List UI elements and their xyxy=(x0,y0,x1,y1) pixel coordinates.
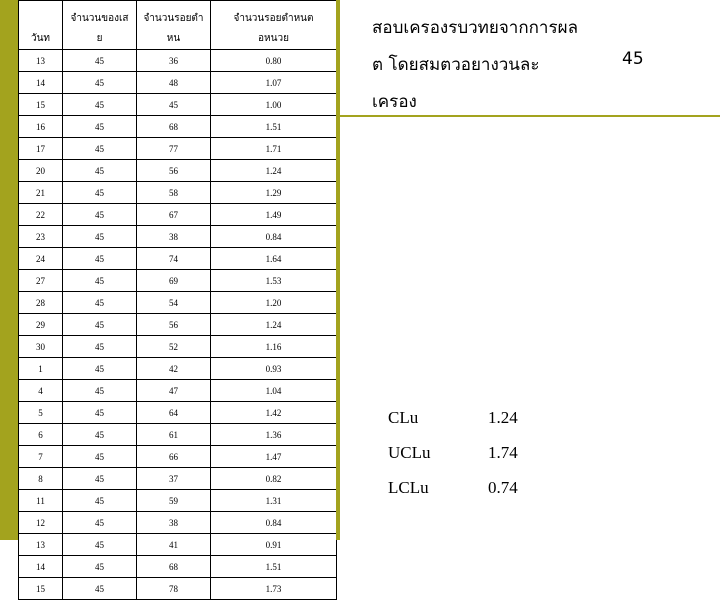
table-cell: 45 xyxy=(137,94,211,116)
header-defectives: จำนวนของเส ย xyxy=(63,1,137,50)
description-text xyxy=(372,10,662,121)
table-cell: 16 xyxy=(19,116,63,138)
table-cell: 27 xyxy=(19,270,63,292)
table-row xyxy=(19,556,337,578)
table-row xyxy=(19,534,337,556)
table-cell: 1.04 xyxy=(211,380,337,402)
table-cell: 45 xyxy=(63,204,137,226)
header-defects: จำนวนรอยตำ หน xyxy=(137,1,211,50)
table-row xyxy=(19,468,337,490)
limit-row-upper xyxy=(388,435,588,470)
table-cell: 45 xyxy=(63,94,137,116)
table-cell: 1.31 xyxy=(211,490,337,512)
table-row xyxy=(19,380,337,402)
table-body xyxy=(19,50,337,600)
description-line-2: ต โดยสมตวอยางวนละ xyxy=(372,55,540,75)
table-cell: 66 xyxy=(137,446,211,468)
table-cell: 21 xyxy=(19,182,63,204)
table-cell: 45 xyxy=(63,182,137,204)
table-cell: 23 xyxy=(19,226,63,248)
table-cell: 0.84 xyxy=(211,226,337,248)
table-cell: 1.24 xyxy=(211,160,337,182)
table-cell: 1.29 xyxy=(211,182,337,204)
table-cell: 0.82 xyxy=(211,468,337,490)
table-cell: 5 xyxy=(19,402,63,424)
table-cell: 1.16 xyxy=(211,336,337,358)
table-cell: 45 xyxy=(63,490,137,512)
table-cell: 45 xyxy=(63,468,137,490)
table-cell: 45 xyxy=(63,578,137,600)
table-cell: 45 xyxy=(63,270,137,292)
table-cell: 1.24 xyxy=(211,314,337,336)
table-cell: 13 xyxy=(19,534,63,556)
table-row xyxy=(19,446,337,468)
table-row xyxy=(19,424,337,446)
table-cell: 45 xyxy=(63,556,137,578)
table-row xyxy=(19,182,337,204)
table-cell: 13 xyxy=(19,50,63,72)
table-cell: 45 xyxy=(63,160,137,182)
table-cell: 4 xyxy=(19,380,63,402)
table-cell: 45 xyxy=(63,424,137,446)
table-header-row xyxy=(19,1,337,50)
table-cell: 36 xyxy=(137,50,211,72)
table-cell: 45 xyxy=(63,138,137,160)
table-cell: 45 xyxy=(63,534,137,556)
table-cell: 45 xyxy=(63,512,137,534)
table-cell: 24 xyxy=(19,248,63,270)
table-cell: 1.64 xyxy=(211,248,337,270)
table-cell: 0.91 xyxy=(211,534,337,556)
table-row xyxy=(19,270,337,292)
limit-value: 1.24 xyxy=(488,407,518,427)
table-row xyxy=(19,336,337,358)
table-cell: 38 xyxy=(137,226,211,248)
table-cell: 77 xyxy=(137,138,211,160)
table-cell: 56 xyxy=(137,314,211,336)
limit-label: LCLu xyxy=(388,477,429,497)
table-cell: 8 xyxy=(19,468,63,490)
table-cell: 61 xyxy=(137,424,211,446)
table-cell: 0.93 xyxy=(211,358,337,380)
table-cell: 67 xyxy=(137,204,211,226)
table-row xyxy=(19,50,337,72)
table-cell: 1.71 xyxy=(211,138,337,160)
table-cell: 45 xyxy=(63,314,137,336)
description-line-1: สอบเครองรบวทยจากการผล xyxy=(372,18,578,38)
table-cell: 45 xyxy=(63,292,137,314)
table-cell: 1.51 xyxy=(211,556,337,578)
table-row xyxy=(19,292,337,314)
table-cell: 48 xyxy=(137,72,211,94)
table-cell: 1.00 xyxy=(211,94,337,116)
table-cell: 56 xyxy=(137,160,211,182)
table-row xyxy=(19,402,337,424)
table-row xyxy=(19,248,337,270)
table-cell: 41 xyxy=(137,534,211,556)
table-cell: 1.49 xyxy=(211,204,337,226)
table-cell: 0.84 xyxy=(211,512,337,534)
control-limits xyxy=(388,400,588,505)
table-cell: 45 xyxy=(63,72,137,94)
header-day: วันท xyxy=(19,1,63,50)
table-cell: 20 xyxy=(19,160,63,182)
table-cell: 45 xyxy=(63,380,137,402)
table-cell: 1.73 xyxy=(211,578,337,600)
table-cell: 45 xyxy=(63,358,137,380)
limit-label: CLu xyxy=(388,407,419,427)
table-cell: 59 xyxy=(137,490,211,512)
table-cell: 1.51 xyxy=(211,116,337,138)
limit-label: UCLu xyxy=(388,442,431,462)
table-row xyxy=(19,226,337,248)
sample-count: 45 xyxy=(622,49,644,69)
table-row xyxy=(19,116,337,138)
table-cell: 11 xyxy=(19,490,63,512)
center-accent-bar xyxy=(336,0,340,540)
table-cell: 1.53 xyxy=(211,270,337,292)
table-cell: 1.07 xyxy=(211,72,337,94)
header-defects-per-unit: จำนวนรอยตำหนต อหนวย xyxy=(211,1,337,50)
table-cell: 1.47 xyxy=(211,446,337,468)
table-row xyxy=(19,512,337,534)
table-cell: 54 xyxy=(137,292,211,314)
table-cell: 14 xyxy=(19,556,63,578)
table-cell: 78 xyxy=(137,578,211,600)
table-row xyxy=(19,72,337,94)
table-cell: 6 xyxy=(19,424,63,446)
table-cell: 68 xyxy=(137,556,211,578)
table-row xyxy=(19,204,337,226)
table-cell: 1.20 xyxy=(211,292,337,314)
table-cell: 64 xyxy=(137,402,211,424)
table-cell: 0.80 xyxy=(211,50,337,72)
table-cell: 38 xyxy=(137,512,211,534)
table-cell: 68 xyxy=(137,116,211,138)
table-cell: 45 xyxy=(63,336,137,358)
table-cell: 30 xyxy=(19,336,63,358)
defects-table xyxy=(18,0,337,600)
table-cell: 1.36 xyxy=(211,424,337,446)
table-cell: 22 xyxy=(19,204,63,226)
table-cell: 45 xyxy=(63,116,137,138)
table-cell: 15 xyxy=(19,578,63,600)
table-row xyxy=(19,358,337,380)
table-cell: 45 xyxy=(63,248,137,270)
table-cell: 45 xyxy=(63,226,137,248)
table-cell: 1 xyxy=(19,358,63,380)
limit-value: 0.74 xyxy=(488,477,518,497)
table-cell: 42 xyxy=(137,358,211,380)
left-accent-bar xyxy=(0,0,18,540)
table-cell: 14 xyxy=(19,72,63,94)
description-line-3: เครอง xyxy=(372,92,417,112)
table-row xyxy=(19,490,337,512)
table-cell: 7 xyxy=(19,446,63,468)
table-cell: 45 xyxy=(63,446,137,468)
table-row xyxy=(19,160,337,182)
table-cell: 29 xyxy=(19,314,63,336)
table-cell: 52 xyxy=(137,336,211,358)
table-cell: 15 xyxy=(19,94,63,116)
table-row xyxy=(19,578,337,600)
limit-value: 1.74 xyxy=(488,442,518,462)
table-cell: 17 xyxy=(19,138,63,160)
table-cell: 58 xyxy=(137,182,211,204)
table-cell: 47 xyxy=(137,380,211,402)
table-cell: 12 xyxy=(19,512,63,534)
table-row xyxy=(19,314,337,336)
limit-row-center xyxy=(388,400,588,435)
table-cell: 1.42 xyxy=(211,402,337,424)
table-cell: 74 xyxy=(137,248,211,270)
table-row xyxy=(19,94,337,116)
table-cell: 45 xyxy=(63,50,137,72)
table-row xyxy=(19,138,337,160)
table-cell: 69 xyxy=(137,270,211,292)
table-cell: 28 xyxy=(19,292,63,314)
limit-row-lower xyxy=(388,470,588,505)
table-cell: 37 xyxy=(137,468,211,490)
table-cell: 45 xyxy=(63,402,137,424)
